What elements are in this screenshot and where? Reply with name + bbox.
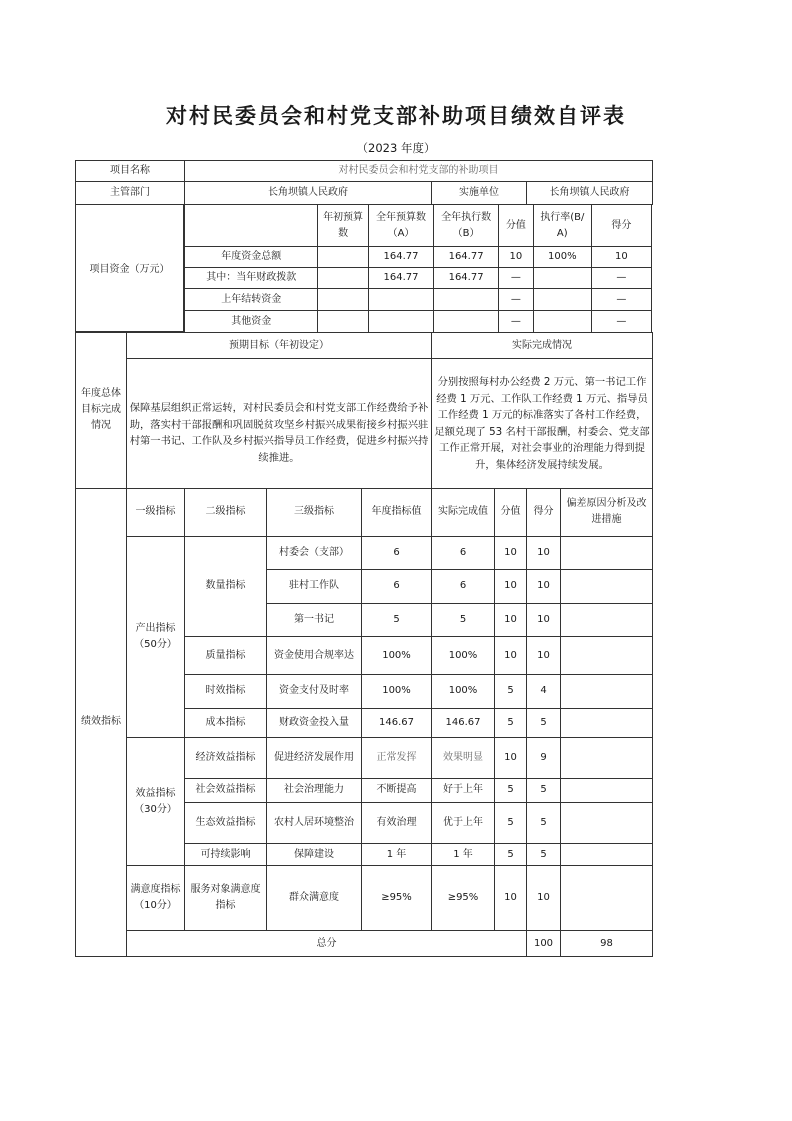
funds-row-score: — <box>591 289 651 311</box>
perf-actual: 100% <box>432 637 495 675</box>
perf-target: 不断提高 <box>362 778 432 802</box>
funds-row-scoreval: 10 <box>498 247 533 268</box>
perf-row <box>76 536 653 570</box>
department-row <box>76 182 653 205</box>
perf-h-target: 年度指标值 <box>362 488 432 536</box>
funds-row <box>185 311 652 333</box>
funds-row-scoreval: — <box>498 268 533 289</box>
perf-l3: 村委会（支部） <box>267 536 362 570</box>
perf-l3: 农村人居环境整治 <box>267 803 362 844</box>
perf-l3: 促进经济发展作用 <box>267 738 362 779</box>
perf-l3: 群众满意度 <box>267 866 362 931</box>
perf-output-label: 产出指标（50分） <box>127 536 185 737</box>
perf-score: 4 <box>527 674 561 708</box>
funds-row-name: 年度资金总额 <box>185 247 318 268</box>
funds-row <box>185 289 652 311</box>
funds-row-initial <box>318 311 368 333</box>
goals-actual-text: 分别按照每村办公经费 2 万元、第一书记工作经费 1 万元、工作队工作经费 1 万元、指导员工作经费 1 万元的标准落实了各村工作经费，足额兑现了 53 名村干部报酬，村委会、党支部工作正常开展，对社会事业的治理能力得到提升，集体经济发展持续发展。 <box>432 359 653 488</box>
perf-actual: 100% <box>432 674 495 708</box>
perf-h-scoreval: 分值 <box>495 488 527 536</box>
perf-target: 100% <box>362 637 432 675</box>
perf-score: 5 <box>527 778 561 802</box>
perf-actual: 优于上年 <box>432 803 495 844</box>
total-label: 总分 <box>127 931 527 957</box>
funds-row-exec <box>434 311 499 333</box>
funds-row-budget: 164.77 <box>368 268 434 289</box>
perf-actual: 好于上年 <box>432 778 495 802</box>
project-name-row <box>76 161 653 182</box>
perf-actual: ≥95% <box>432 866 495 931</box>
project-name-label: 项目名称 <box>76 161 185 182</box>
perf-target: 有效治理 <box>362 803 432 844</box>
perf-scoreval: 10 <box>495 570 527 604</box>
perf-l3: 第一书记 <box>267 603 362 637</box>
perf-actual: 6 <box>432 570 495 604</box>
funds-side-label: 项目资金（万元） <box>75 204 184 332</box>
funds-row-budget <box>368 289 434 311</box>
dept-value: 长角坝镇人民政府 <box>185 182 432 205</box>
perf-row <box>76 738 653 779</box>
perf-l3: 保障建设 <box>267 843 362 865</box>
goals-label: 年度总体目标完成情况 <box>76 333 127 489</box>
perf-actual: 6 <box>432 536 495 570</box>
perf-note <box>561 674 653 708</box>
perf-h-level3: 三级指标 <box>267 488 362 536</box>
funds-row-score: — <box>591 268 651 289</box>
funds-h-initial: 年初预算数 <box>318 205 368 247</box>
funds-row-rate <box>533 268 591 289</box>
perf-target: 6 <box>362 570 432 604</box>
perf-label: 绩效指标 <box>76 488 127 956</box>
funds-row-exec <box>434 289 499 311</box>
total-row <box>76 931 653 957</box>
goals-actual-header: 实际完成情况 <box>432 333 653 359</box>
perf-header-row <box>76 488 653 536</box>
perf-service-label: 服务对象满意度指标 <box>185 866 267 931</box>
perf-effect-label: 效益指标（30分） <box>127 738 185 866</box>
funds-row-scoreval: — <box>498 289 533 311</box>
perf-h-score: 得分 <box>527 488 561 536</box>
perf-h-note: 偏差原因分析及改进措施 <box>561 488 653 536</box>
funds-header-row-2 <box>185 205 652 247</box>
perf-target: 正常发挥 <box>362 738 432 779</box>
perf-quality-label: 质量指标 <box>185 637 267 675</box>
perf-actual: 1 年 <box>432 843 495 865</box>
perf-l3: 驻村工作队 <box>267 570 362 604</box>
funds-row-name: 上年结转资金 <box>185 289 318 311</box>
impl-label: 实施单位 <box>432 182 527 205</box>
perf-scoreval: 10 <box>495 637 527 675</box>
perf-h-level2: 二级指标 <box>185 488 267 536</box>
perf-scoreval: 10 <box>495 738 527 779</box>
perf-h-actual: 实际完成值 <box>432 488 495 536</box>
funds-row-initial <box>318 289 368 311</box>
perf-row <box>76 866 653 931</box>
perf-note <box>561 866 653 931</box>
perf-h-level1: 一级指标 <box>127 488 185 536</box>
perf-l3: 资金使用合规率达 <box>267 637 362 675</box>
perf-l3: 社会治理能力 <box>267 778 362 802</box>
perf-note <box>561 738 653 779</box>
perf-target: 146.67 <box>362 708 432 738</box>
perf-target: 6 <box>362 536 432 570</box>
funds-row-scoreval: — <box>498 311 533 333</box>
perf-eco-label: 生态效益指标 <box>185 803 267 844</box>
perf-l3: 资金支付及时率 <box>267 674 362 708</box>
perf-note <box>561 570 653 604</box>
perf-note <box>561 637 653 675</box>
perf-scoreval: 5 <box>495 803 527 844</box>
perf-target: ≥95% <box>362 866 432 931</box>
funds-row <box>185 268 652 289</box>
total-scoreval: 100 <box>527 931 561 957</box>
perf-score: 5 <box>527 708 561 738</box>
page-title: 对村民委员会和村党支部补助项目绩效自评表 <box>166 103 626 128</box>
perf-social-label: 社会效益指标 <box>185 778 267 802</box>
funds-row-name: 其中：当年财政拨款 <box>185 268 318 289</box>
perf-scoreval: 5 <box>495 843 527 865</box>
perf-scoreval: 5 <box>495 674 527 708</box>
perf-target: 5 <box>362 603 432 637</box>
perf-note <box>561 803 653 844</box>
perf-scoreval: 5 <box>495 708 527 738</box>
funds-row-score: — <box>591 311 651 333</box>
perf-score: 9 <box>527 738 561 779</box>
funds-h-score: 得分 <box>591 205 651 247</box>
funds-row-score: 10 <box>591 247 651 268</box>
perf-cost-label: 成本指标 <box>185 708 267 738</box>
perf-timeliness-label: 时效指标 <box>185 674 267 708</box>
perf-scoreval: 10 <box>495 536 527 570</box>
perf-score: 10 <box>527 866 561 931</box>
funds-row-exec: 164.77 <box>434 268 499 289</box>
perf-econ-label: 经济效益指标 <box>185 738 267 779</box>
funds-h-scoreval: 分值 <box>498 205 533 247</box>
funds-row-initial <box>318 247 368 268</box>
perf-score: 5 <box>527 803 561 844</box>
perf-score: 10 <box>527 536 561 570</box>
year-label: （2023 年度） <box>356 141 436 155</box>
perf-quantity-label: 数量指标 <box>185 536 267 637</box>
funds-row-initial <box>318 268 368 289</box>
total-score: 98 <box>561 931 653 957</box>
perf-l3: 财政资金投入量 <box>267 708 362 738</box>
perf-scoreval: 10 <box>495 603 527 637</box>
funds-header-blank-2 <box>185 205 318 247</box>
funds-row-budget <box>368 311 434 333</box>
funds-h-rate: 执行率(B/A) <box>533 205 591 247</box>
perf-sustain-label: 可持续影响 <box>185 843 267 865</box>
perf-actual: 5 <box>432 603 495 637</box>
funds-row-rate <box>533 289 591 311</box>
perf-actual: 效果明显 <box>432 738 495 779</box>
perf-scoreval: 5 <box>495 778 527 802</box>
perf-score: 10 <box>527 637 561 675</box>
goals-content-row <box>76 359 653 488</box>
funds-table <box>184 204 652 333</box>
funds-row <box>185 247 652 268</box>
goals-performance-table <box>75 332 653 957</box>
funds-h-budget: 全年预算数（A） <box>368 205 434 247</box>
perf-score: 10 <box>527 570 561 604</box>
perf-scoreval: 10 <box>495 866 527 931</box>
perf-note <box>561 778 653 802</box>
perf-satis-label: 满意度指标（10分） <box>127 866 185 931</box>
perf-note <box>561 843 653 865</box>
perf-note <box>561 603 653 637</box>
perf-score: 5 <box>527 843 561 865</box>
funds-row-rate: 100% <box>533 247 591 268</box>
perf-actual: 146.67 <box>432 708 495 738</box>
perf-score: 10 <box>527 603 561 637</box>
funds-row-rate <box>533 311 591 333</box>
funds-h-exec: 全年执行数（B） <box>434 205 499 247</box>
goals-expected-text: 保障基层组织正常运转，对村民委员会和村党支部工作经费给予补助，落实村干部报酬和巩固脱贫攻坚乡村振兴成果衔接乡村振兴驻村第一书记、工作队及乡村振兴指导员工作经费，促进乡村振兴持续推进。 <box>127 359 432 488</box>
goals-header-row <box>76 333 653 359</box>
funds-row-exec: 164.77 <box>434 247 499 268</box>
funds-row-name: 其他资金 <box>185 311 318 333</box>
perf-target: 100% <box>362 674 432 708</box>
perf-note <box>561 708 653 738</box>
perf-target: 1 年 <box>362 843 432 865</box>
dept-label: 主管部门 <box>76 182 185 205</box>
impl-value: 长角坝镇人民政府 <box>527 182 653 205</box>
perf-note <box>561 536 653 570</box>
goals-expected-header: 预期目标（年初设定） <box>127 333 432 359</box>
project-name-value: 对村民委员会和村党支部的补助项目 <box>185 161 653 182</box>
evaluation-table <box>75 160 653 205</box>
funds-row-budget: 164.77 <box>368 247 434 268</box>
